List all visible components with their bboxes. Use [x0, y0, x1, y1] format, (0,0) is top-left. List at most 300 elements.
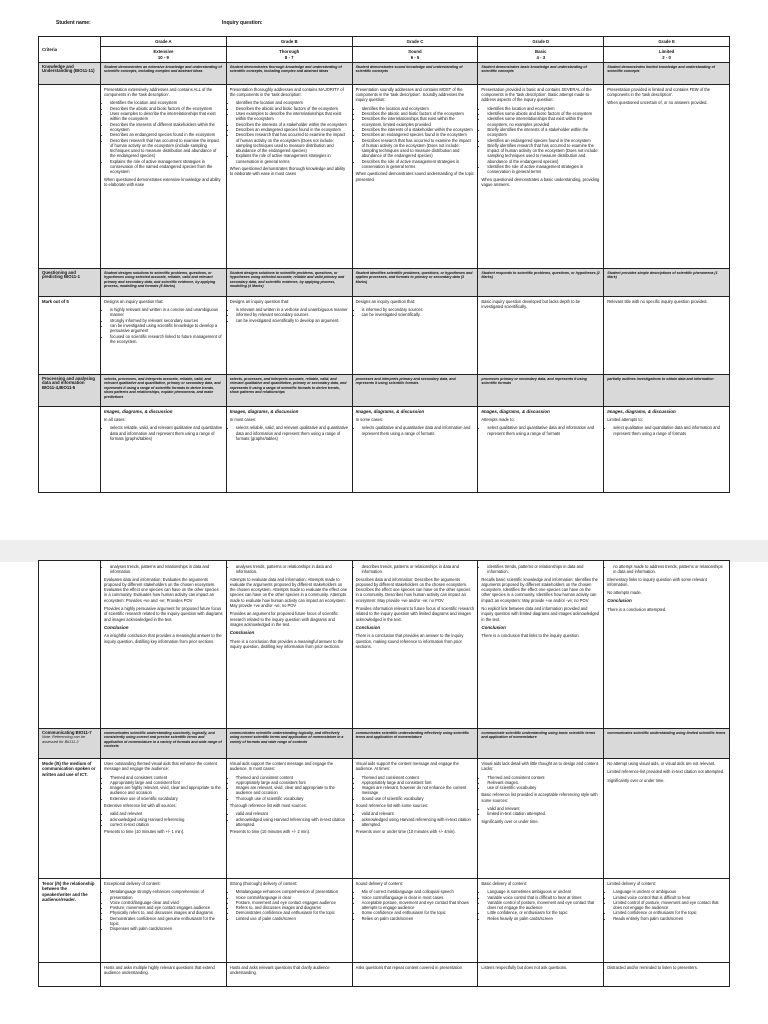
level-text: Basic	[535, 49, 547, 55]
descriptor-cell: selects, processes, and interprets accurate, reliable, valid, and relevant qualitative and quantitative, primary or secondary data, and represents it using a range of scientific formats to derive trends, show patterns and relationships, explain phenomena, and make predictions	[101, 374, 227, 406]
grade-d-header: Grade D	[478, 37, 604, 47]
cell-heading: Images, diagrams, & discussion	[229, 408, 299, 414]
level-text: Limited	[658, 49, 675, 55]
descriptor-cell: partially outlines investigations to obtain data and information	[604, 374, 730, 406]
descriptor-cell	[226, 561, 352, 729]
list-item: • select qualitative and quantitative data and information and represent them using a range of formats	[487, 425, 600, 436]
criterion-label: Processing and analysing data and information BIO11-4,BIO11-5	[42, 375, 96, 390]
list-item: • Appropriately large and consistent font	[236, 780, 349, 785]
list-item: • Identifies the location and ecosystem	[362, 106, 475, 111]
list-item: • valid and relevant	[362, 811, 475, 816]
list-item: • Limited use of palm cards/screen	[236, 916, 349, 921]
descriptor-cell	[352, 561, 478, 729]
reference-list	[236, 811, 349, 827]
cell-body: Evaluates data and information: Evaluates the arguments proposed by different stakeholders on the chosen ecosystem. Evaluates the effect one species can have on the other species in a community. Evaluates how human activity can impact an ecosystem: Provides +ve and -ve; Provides POV	[104, 576, 219, 603]
list-item: • acknowledged using Harvard referencing	[110, 817, 223, 822]
conclusion-label: Conclusion	[355, 624, 381, 630]
cell-list	[110, 100, 223, 174]
cell-body: Describes data and information: Describes the arguments proposed by different stakeholders on the chosen ecosystem. Describes the effect one species can have on the other species in a community. Describes how human activity can impact an ecosystem: May provide +ve and/or -ve; no POV	[355, 576, 471, 603]
list-item: • selects reliable, valid, and relevant qualitative and quantitative data and information and represent them using a range of formats (graphs/tables)	[110, 425, 223, 441]
list-item: • describes trends, patterns or relationships in data and information.	[362, 564, 475, 575]
cell-intro: Relevant title with no specific inquiry question provided.	[607, 298, 708, 304]
list-item: • Describes the interests of a stakeholder within the ecosystem	[236, 122, 349, 127]
descriptor-cell: processes and interprets primary and secondary data, and represents it using scientific formats	[352, 374, 478, 406]
cell-intro: Listens respectfully but does not ask questions.	[481, 965, 568, 970]
list-item: • Mix of correct metalanguage and colloquial speech	[362, 889, 475, 894]
cell-list	[236, 307, 349, 323]
list-item: • strongly informed by relevant secondary sources	[110, 318, 223, 323]
criterion-label: Mode (/5) the medium of communication spoken or written and use of ICT.	[42, 761, 96, 777]
cell-intro: Distracted and/or reminded to listen to presenters.	[607, 965, 698, 970]
cell-body: Elementary links to inquiry question with some relevant information.	[607, 576, 707, 587]
descriptor-cell	[478, 963, 604, 987]
descriptor-cell	[352, 406, 478, 492]
conclusion-label: Conclusion	[481, 624, 506, 630]
criterion-label: Mark out of 5	[42, 298, 69, 304]
criterion-cell	[39, 84, 101, 268]
list-item: • Describes research that has occurred to examine the impact of human activity on the ecosystem (Does not include: sampling techniques used to measure distribution and abundance of the endangered species)	[236, 132, 349, 153]
list-item: • Describes research that has occurred to examine the impact of human activity on the ecosystem (Does not include: sampling techniques used to measure distribution and abundance of the endangered species)	[362, 138, 475, 159]
cell-list	[362, 775, 475, 801]
rubric-body-1	[39, 62, 730, 492]
criterion-cell	[39, 759, 101, 879]
criterion-cell	[39, 963, 101, 987]
cell-paragraph: No attempts made.	[607, 590, 642, 596]
grade-header-row	[39, 37, 730, 47]
descriptor-cell: Student identifies scientific problems, questions, or hypotheses and applies processes, and formats to primary or secondary data (3 Marks)	[352, 268, 478, 296]
list-item: • limited in-text citation attempted.	[487, 811, 600, 816]
descriptor-cell: communicates scientific understanding logically, and effectively using correct scientific terms and application of nomenclature in a variety of formats and wide range of contexts	[226, 729, 352, 759]
cell-intro: Visual aids support the content message and engage the audience. In most cases:	[229, 761, 334, 772]
grade-c-level	[352, 47, 478, 63]
descriptor-cell	[352, 759, 478, 879]
list-item: • Describes the abiotic and biotic factors of the ecosystem	[362, 111, 475, 116]
cell-list	[487, 889, 600, 921]
descriptor-cell: Student demonstrates limited knowledge and understanding of scientific concepts	[604, 62, 730, 84]
cell-intro: Limited attempts to:	[607, 417, 643, 423]
rubric-row	[39, 879, 730, 963]
list-item: • no attempt made to address trends, patterns or relationships in data and information.	[613, 564, 726, 575]
list-item: • informed by relevant secondary sources	[236, 312, 349, 317]
cell-heading: Images, diagrams, & discussion	[607, 408, 676, 414]
descriptor-cell	[101, 963, 227, 987]
grade-b-header: Grade B	[226, 37, 352, 47]
list-item: • Voice control/language clear and vivid	[110, 900, 223, 905]
conclusion-label: Conclusion	[229, 630, 255, 636]
cell-intro: Uses outstanding themed visual aids that enhance the content message and engage the audience:	[104, 761, 217, 772]
conclusion-label: Conclusion	[104, 624, 129, 630]
cell-intro: Strong (thorough) delivery of content:	[229, 881, 298, 886]
reference-list	[487, 806, 600, 817]
descriptor-cell: communicate scientific understanding using basic scientific terms and application of nomenclature	[478, 729, 604, 759]
list-item: • Appropriately large and consistent font	[362, 780, 475, 785]
time-text: Presents to time (10 minutes with +/- 2 min).	[229, 829, 310, 835]
criterion-label: Tenor (/5) the relationship between the speaker/writer and the audience/reader.	[42, 881, 95, 902]
list-item: • Themed and consistent content	[487, 775, 600, 780]
list-item: • Describes the interests of a stakeholder within the ecosystem	[362, 127, 475, 132]
descriptor-cell	[352, 879, 478, 963]
rubric-row	[39, 84, 730, 268]
list-item: • Relies on palm cards/screen	[362, 916, 475, 921]
list-item: • Identifies the role of active management strategies in conservation in general terms	[487, 164, 600, 175]
list-item: • Describes the interests of different stakeholders within the ecosystem	[110, 122, 223, 133]
cell-paragraph: No explicit link between data and information provided and inquiry question with limited diagrams and images acknowledged in the text.	[481, 606, 600, 622]
list-item: • Describes the interrelationships that exist within the ecosystem, limited examples provided	[362, 116, 475, 127]
score-text: 8 - 7	[284, 54, 294, 60]
list-item: • Language is unclear or ambiguous	[613, 889, 726, 894]
cell-outro: When questioned demonstrates extensive knowledge and ability to elaborate with ease	[104, 176, 221, 187]
cell-intro: Attempts made to:	[481, 417, 515, 423]
cell-intro: Presentation provided is basic and contains SEVERAL of the components in the 'task description'. Basic attempt made to address aspects of the inquiry question:	[481, 86, 592, 103]
rubric-row	[39, 963, 730, 987]
list-item: • valid and relevant	[487, 806, 600, 811]
rubric-row	[39, 561, 730, 729]
cell-intro: In all cases:	[104, 417, 126, 423]
list-item: • Uses examples to describe the interrelationships that exist within the ecosystem	[110, 111, 223, 122]
list-item: • Appropriately large and consistent font	[110, 780, 223, 785]
list-item: • Describes research that has occurred to examine the impact of human activity on the ecosystem (include sampling techniques used to measure distribution and abundance of the endangered species)	[110, 138, 223, 159]
descriptor-cell	[604, 561, 730, 729]
list-item: • analyses trends, patterns and relationships in data and information.	[110, 564, 223, 575]
rubric-table-2	[38, 560, 730, 987]
cell-list	[110, 425, 223, 441]
descriptor-cell	[604, 406, 730, 492]
descriptor-cell	[226, 963, 352, 987]
cell-list	[613, 889, 726, 921]
descriptor-cell	[226, 759, 352, 879]
score-text: 10 - 9	[157, 54, 169, 60]
list-item: • Voice control/language is clear in most cases	[362, 895, 475, 900]
list-item: • select qualitative and quantitative data and information and represent them using a range of formats	[613, 425, 726, 436]
descriptor-cell: Student demonstrates an extensive knowledge and understanding of scientific concepts, including complex and abstract ideas	[101, 62, 227, 84]
grade-b-level	[226, 47, 352, 63]
list-item: • Thorough use of scientific vocabulary	[236, 796, 349, 801]
descriptor-cell	[604, 759, 730, 879]
cell-intro: Presentation extensively addresses and contains ALL of the components in the 'task description'.	[104, 86, 213, 98]
cell-heading: Images, diagrams, & discussion	[355, 408, 425, 414]
grade-c-header: Grade C	[352, 37, 478, 47]
descriptor-cell	[478, 879, 604, 963]
list-item: • use of scientific vocabulary	[487, 785, 600, 790]
cell-intro: No attempt using visual aids, or visual aids are not relevant.	[607, 761, 716, 766]
cell-intro: Presentation provided is limited and contains FEW of the components in the 'task description'.	[607, 86, 711, 98]
list-item: • Acceptable posture, movement and eye contact that shows attempts to engage audience	[362, 900, 475, 911]
descriptor-cell	[604, 879, 730, 963]
list-item: • Variable voice control that is difficult to hear at times	[487, 895, 600, 900]
grade-level-row	[39, 47, 730, 63]
criterion-cell	[39, 729, 101, 759]
reference-text: Limited reference-list provided with in-text citation not attempted.	[607, 769, 725, 775]
list-item: • valid and relevant	[236, 811, 349, 816]
grade-d-level	[478, 47, 604, 63]
descriptor-cell: processes primary or secondary data, and represents it using scientific formats	[478, 374, 604, 406]
list-item: • Images are relevant, however do not enhance the content message	[362, 785, 475, 796]
descriptor-cell: Student demonstrates thorough knowledge and understanding of scientific concepts, including complex and abstract ideas	[226, 62, 352, 84]
list-item: • can be investigated scientifically.	[362, 312, 475, 317]
conclusion-text: There is a conclusion that links to the inquiry question.	[481, 633, 580, 639]
list-item: • Images are relevant, vivid, clear and appropriate to the audience and occasion	[236, 785, 349, 796]
criterion-label: Questioning and predicting BIO11-1	[42, 269, 80, 280]
list-item: • Limited confidence or enthusiasm for the topic	[613, 910, 726, 915]
list-item: • Posture, movement and eye contact engages audience	[236, 900, 349, 905]
rubric-row	[39, 374, 730, 406]
cell-intro: In some cases:	[355, 417, 384, 423]
list-item: • Identifies some abiotic and biotic factors of the ecosystem	[487, 111, 600, 116]
list-item: • selects reliable, valid, and relevant qualitative and quantitative data and information and represent them using a range of formats (graphs/tables)	[236, 425, 349, 441]
rubric-row	[39, 729, 730, 759]
cell-outro: When questioned demonstrates thorough knowledge and ability to elaborate with ease in most cases	[229, 166, 346, 177]
cell-outro: When questioned demonstrates a basic understanding, providing vague answers.	[481, 176, 600, 187]
descriptor-cell	[478, 296, 604, 374]
list-item: • Language is sometimes ambiguous or unclear	[487, 889, 600, 894]
reference-text: Sound reference list with some sources:	[355, 803, 429, 809]
list-item: • Dispenses with palm cards/screen	[110, 926, 223, 931]
list-item: • Reads entirely from palm cards/screen	[613, 916, 726, 921]
descriptor-cell: selects, processes, and interprets accurate, reliable, valid, and relevant qualitative and quantitative, primary or secondary data, and represents it using a range of scientific formats to derive trends, show patterns and relationships	[226, 374, 352, 406]
student-name-label: Student name:	[56, 20, 91, 26]
list-item: • Identifies the location and ecosystem	[110, 100, 223, 105]
cell-intro: Basic inquiry question developed but lacks depth to be investigated scientifically.	[481, 298, 581, 310]
cell-list	[236, 425, 349, 441]
cell-paragraph: Provides a highly persuasive argument for proposed future focus of scientific research related to the inquiry question with diagrams and images acknowledged in the text.	[104, 606, 223, 622]
time-text: Significantly over or under time.	[481, 818, 539, 824]
list-item: • Demonstrates confidence and genuine enthusiasm for the topic	[110, 916, 223, 927]
list-item: • Relies heavily on palm cards/screen	[487, 916, 600, 921]
cell-list	[487, 106, 600, 175]
list-item: • Relevant images.	[487, 780, 600, 785]
descriptor-cell: communicates scientific understanding succinctly, logically, and consistently using correct and precise scientific terms and application of nomenclature in a variety of formats and wide range of contexts	[101, 729, 227, 759]
descriptor-cell	[101, 84, 227, 268]
descriptor-cell	[478, 561, 604, 729]
cell-list	[236, 889, 349, 921]
reference-text: Thorough reference list with most sources:	[229, 803, 307, 809]
list-item: • acknowledged using Harvard referencing with in-text citation attempted.	[362, 817, 475, 828]
descriptor-cell	[604, 296, 730, 374]
criterion-cell	[39, 268, 101, 296]
cell-list	[613, 425, 726, 436]
descriptor-cell	[478, 84, 604, 268]
cell-intro: Visual aids lack detail with little thought as to design and content. Lacks:	[481, 761, 599, 772]
descriptor-cell	[101, 561, 227, 729]
list-item: • is relevant and written in a verbose and unambiguous manner	[236, 307, 349, 312]
list-item: • Describes the abiotic and biotic factors of the ecosystem	[236, 106, 349, 111]
list-item: • Explains the role of active management strategies in conservation of the named endangered species from the ecosystem	[110, 159, 223, 175]
cell-heading: Images, diagrams, & discussion	[481, 408, 550, 414]
list-item: • identifies trends, patterns or relationships in data and information.	[487, 564, 600, 575]
descriptor-cell	[101, 296, 227, 374]
list-item: • Demonstrates confidence and enthusiasm for the topic	[236, 910, 349, 915]
cell-intro: In most cases:	[229, 417, 257, 423]
criterion-cell	[39, 406, 101, 492]
header	[38, 12, 730, 36]
cell-intro: Exceptional delivery of content:	[104, 881, 161, 886]
descriptor-cell	[352, 963, 478, 987]
list-item: • Themed and consistent content	[362, 775, 475, 780]
criterion-cell	[39, 374, 101, 406]
list-item: • Themed and consistent content	[236, 775, 349, 780]
list-item: • Identifies the location and ecosystem	[487, 106, 600, 111]
cell-list	[110, 564, 223, 575]
list-item: • correct in-text citation	[110, 822, 223, 827]
cell-intro: Designs an inquiry question that:	[104, 298, 164, 304]
list-item: • Describes an endangered species found in the ecosystem	[110, 132, 223, 137]
list-item: • can be investigated scientifically to develop an argument.	[236, 318, 349, 323]
conclusion-label: Conclusion	[607, 598, 632, 604]
list-item: • Voice control/language is clear	[236, 895, 349, 900]
list-item: • acknowledged using Harvard referencing with in-text citation attempted.	[236, 817, 349, 828]
cell-list	[487, 775, 600, 791]
descriptor-cell: Student demonstrates sound knowledge and understanding of scientific concepts	[352, 62, 478, 84]
cell-list	[110, 307, 223, 344]
list-item: • Themed and consistent content	[110, 775, 223, 780]
cell-list	[362, 889, 475, 921]
reference-list	[110, 811, 223, 827]
cell-intro: Visual aids support the content message and engage the audience. At times:	[355, 761, 459, 772]
descriptor-cell: communicates scientific understanding effectively using scientific terms and application of nomenclature	[352, 729, 478, 759]
criterion-note: Note: Referencing can be assessed for BIO11-3	[42, 735, 86, 744]
descriptor-cell: Student responds to scientific problems, questions, or hypotheses (2 Marks)	[478, 268, 604, 296]
descriptor-cell	[101, 759, 227, 879]
list-item: • Images are highly relevant, vivid, clear and appropriate to the audience and occasion	[110, 785, 223, 796]
list-item: • Metalanguage strongly enhances comprehension of presentation	[110, 889, 223, 900]
list-item: • Physically refers to, and discusses images and diagrams	[110, 910, 223, 915]
list-item: • Identifies an endangered species found in the ecosystem	[487, 138, 600, 143]
time-text: Presents to time (10 minutes with +/- 1 min).	[104, 829, 185, 835]
cell-list	[613, 564, 726, 575]
descriptor-cell	[226, 879, 352, 963]
inquiry-question-label: Inquiry question:	[222, 20, 263, 26]
list-item: • is informed by secondary sources	[362, 307, 475, 312]
list-item: • Briefly identifies the interests of a stakeholder within the ecosystem	[487, 127, 600, 138]
descriptor-cell: Student designs solutions to scientific problems, questions, or hypotheses using selected accurate, reliable and valid primary and secondary data, and scientific evidence, by applying process, modelling (4 Marks)	[226, 268, 352, 296]
grade-a-level	[101, 47, 227, 63]
list-item: • selects qualitative and quantitative data and information and represent them using a range of formats	[362, 425, 475, 436]
list-item: • Sound use of scientific vocabulary	[362, 796, 475, 801]
grade-e-level	[604, 47, 730, 63]
rubric-row	[39, 268, 730, 296]
cell-list	[236, 100, 349, 164]
list-item: • Variable control of posture, movement and eye contact that does not engage the audience	[487, 900, 600, 911]
list-item: • Describes an endangered species found in the ecosystem	[362, 132, 475, 137]
list-item: • Limited control of posture, movement and eye contact that does not engage the audience	[613, 900, 726, 911]
rubric-page-2	[38, 560, 730, 987]
criterion-label: Communicating BIO11-7	[42, 730, 92, 735]
cell-paragraph: Provides an argument for proposed future focus of scientific research related to the inquiry question with diagrams and images acknowledged in the text.	[229, 611, 338, 627]
cell-intro: Presentation thoroughly addresses and contains MAJORITY of the components in the 'task description'.	[229, 86, 344, 98]
list-item: • Identifies the location and ecosystem	[236, 100, 349, 105]
rubric-page-1	[38, 12, 730, 493]
level-text: Extensive	[153, 49, 174, 55]
descriptor-cell: Student provides simple descriptions of scientific phenomena (1 Mark)	[604, 268, 730, 296]
descriptor-cell: Student demonstrates basic knowledge and understanding of scientific concepts	[478, 62, 604, 84]
cell-list	[236, 564, 349, 575]
list-item: • Describes an endangered species found in the ecosystem	[236, 127, 349, 132]
list-item: • valid and relevant	[110, 811, 223, 816]
cell-intro: Designs an inquiry question that:	[229, 298, 290, 304]
criteria-header: Criteria	[39, 37, 101, 63]
rubric-table-1	[38, 36, 730, 493]
level-text: Thorough	[279, 49, 300, 55]
reference-text: Basic reference list provided in acceptable referencing style with some sources:	[481, 792, 598, 803]
level-text: Sound	[408, 49, 422, 55]
page-break	[0, 540, 768, 562]
cell-body: Attempts to evaluate data and information: Attempts made to evaluate the arguments proposed by different stakeholders on the chosen ecosystem. Attempts made to evaluate the effect one species can have on the other species in a community. Attempts made to evaluate how human activity can impact an ecosystem: May provide +ve and/or -ve; no POV	[229, 576, 348, 609]
list-item: • Some confidence and enthusiasm for the topic	[362, 910, 475, 915]
descriptor-cell	[352, 84, 478, 268]
rubric-row	[39, 296, 730, 374]
descriptor-cell: communicates scientific understanding using limited scientific terms	[604, 729, 730, 759]
rubric-row	[39, 62, 730, 84]
cell-intro: Presentation soundly addresses and contains MOST of the components in the 'task description'. Soundly addresses the inquiry question:	[355, 86, 465, 103]
conclusion-text: There is a conclusion attempted.	[607, 606, 667, 612]
cell-heading: Images, diagrams, & discussion	[104, 408, 173, 414]
score-text: 6 - 5	[410, 54, 420, 60]
cell-list	[487, 564, 600, 575]
cell-intro: Basic delivery of content:	[481, 881, 527, 886]
cell-list	[487, 425, 600, 436]
list-item: • analyses trends, patterns or relationships in data and information.	[236, 564, 349, 575]
descriptor-cell	[478, 759, 604, 879]
conclusion-text: There is a conclusion that provides a meaningful answer to the inquiry question, distilling key information from prior sections.	[229, 638, 344, 649]
time-text: Presents over or under time (10 minutes with +/- 4min).	[355, 829, 456, 835]
list-item: • Refers to, and discusses images and diagrams	[236, 905, 349, 910]
cell-list	[110, 775, 223, 801]
list-item: • Describes the abiotic and biotic factors of the ecosystem	[110, 106, 223, 111]
grade-a-header: Grade A	[101, 37, 227, 47]
list-item: • Uses examples to describe the interrelationships that exist within the ecosystem	[236, 111, 349, 122]
list-item: • Identifies some interrelationships that exist within the ecosystem, no examples provided	[487, 116, 600, 127]
descriptor-cell	[604, 84, 730, 268]
list-item: • focused on scientific research linked to future management of the ecosystem.	[110, 334, 223, 345]
criterion-label: Knowledge and Understanding (BIO11-11)	[42, 63, 95, 74]
cell-intro: Designs an inquiry question that:	[355, 298, 415, 304]
rubric-row	[39, 406, 730, 492]
descriptor-cell	[226, 406, 352, 492]
cell-body: Recalls basic scientific knowledge and information: Identifies the arguments proposed by different stakeholders on the chosen ecosystem. Identifies the effect one species can have on the other species in a community. Identifies how human activity can impact an ecosystem: May provide +ve and/or -ve; no POV	[481, 576, 598, 603]
time-text: Significantly over or under time.	[607, 777, 665, 783]
grade-e-header: Grade E	[604, 37, 730, 47]
cell-list	[362, 106, 475, 170]
conclusion-text: There is a conclusion that provides an answer to the inquiry question, making sound reference to information from prior sections.	[355, 633, 464, 649]
descriptor-cell	[226, 296, 352, 374]
descriptor-cell	[226, 84, 352, 268]
reference-text: Extensive reference list with all sources:	[104, 803, 177, 809]
reference-list	[362, 811, 475, 827]
cell-list	[362, 307, 475, 318]
cell-list	[362, 425, 475, 436]
criterion-cell	[39, 561, 101, 729]
list-item: • Extensive use of scientific vocabulary	[110, 796, 223, 801]
rubric-body-2	[39, 561, 730, 987]
criterion-cell	[39, 296, 101, 374]
cell-intro: Limited delivery of content:	[607, 881, 656, 886]
list-item: • Limited voice control that is difficult to hear	[613, 895, 726, 900]
score-text: 2 - 0	[662, 54, 671, 60]
list-item: • Metalanguage enhances comprehension of presentation	[236, 889, 349, 894]
score-text: 4 - 3	[536, 54, 546, 60]
cell-outro: When questioned demonstrates sound understanding of the topic presented	[355, 171, 474, 182]
rubric-row	[39, 759, 730, 879]
cell-intro: Hosts and asks multiple highly relevant questions that extend audience understanding.	[104, 965, 215, 976]
cell-list	[362, 564, 475, 575]
cell-intro: Hosts and asks relevant questions that clarify audience understanding.	[229, 965, 330, 976]
cell-intro: Asks questions that repeat content covered in presentation	[355, 965, 463, 970]
list-item: • Describes the role of active management strategies in conservation in general terms	[362, 159, 475, 170]
descriptor-cell	[604, 963, 730, 987]
list-item: • can be investigated using scientific knowledge to develop a persuasive argument	[110, 323, 223, 334]
cell-list	[110, 889, 223, 931]
cell-list	[236, 775, 349, 801]
